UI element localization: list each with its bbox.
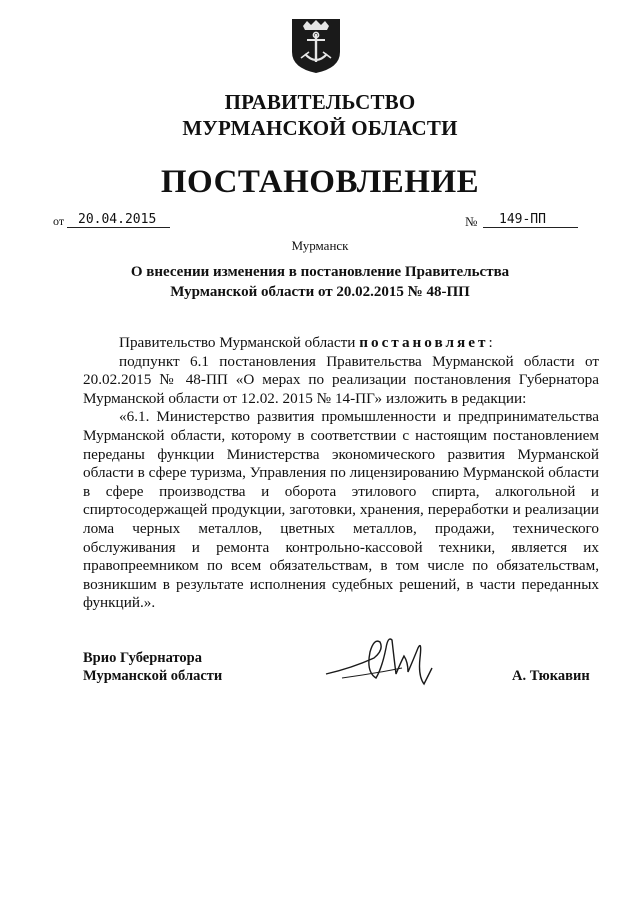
body-paragraph-2: подпункт 6.1 постановления Правительства Мурманской области от 20.02.2015 № 48-ПП «О мерах по реализации постановления Губернатора Мурманской области от 12.02. 2015 № 14-ПГ» изложить в редакции: — [83, 352, 599, 407]
subject-line1: О внесении изменения в постановление Правительства — [130, 264, 510, 280]
document-date: 20.04.2015 — [67, 212, 170, 228]
body-paragraph-1 — [83, 334, 599, 353]
body-p1-text: Правительство Мурманской области — [119, 334, 360, 351]
document-body — [83, 334, 599, 613]
subject-line2: Мурманской области от 20.02.2015 № 48-ПП — [170, 284, 470, 300]
handwritten-signature — [322, 628, 442, 698]
government-name-line1: ПРАВИТЕЛЬСТВО — [224, 90, 416, 114]
document-number: 149-ПП — [483, 212, 578, 228]
body-p1-decree-word: постановляет — [359, 334, 489, 351]
signatory-post-line2: Мурманской области — [83, 668, 223, 684]
body-paragraph-3: «6.1. Министерство развития промышленности и предпринимательства Мурманской области, которому в соответствии с настоящим постановлением переданы функции Министерства экономического развития Мурманской области в сфере туризма, Управления по лицензированию Мурманской области в сфере производства и оборота этилового спирта, алкогольной и спиртосодержащей продукции, заготовки, хранения, переработки и реализации лома черных металлов, цветных металлов, продажи, технического обслуживания и ремонта контрольно-кассовой техники, является их правопреемником по всем обязательствам, в том числе по обязательствам, возникшим в результате исполнения судебных решений, в части переданных функций.». — [83, 408, 599, 612]
body-p1-end: : — [488, 334, 493, 351]
signatory-post-line1: Врио Губернатора — [83, 650, 202, 666]
government-name-line2: МУРМАНСКОЙ ОБЛАСТИ — [182, 116, 458, 140]
number-sign-label: № — [465, 214, 478, 229]
city-name: Мурманск — [291, 238, 349, 253]
document-title: ПОСТАНОВЛЕНИЕ — [160, 164, 480, 200]
signatory-name: А. Тюкавин — [512, 668, 590, 684]
coat-of-arms-icon — [291, 16, 341, 74]
date-prefix-label: от — [53, 214, 65, 228]
